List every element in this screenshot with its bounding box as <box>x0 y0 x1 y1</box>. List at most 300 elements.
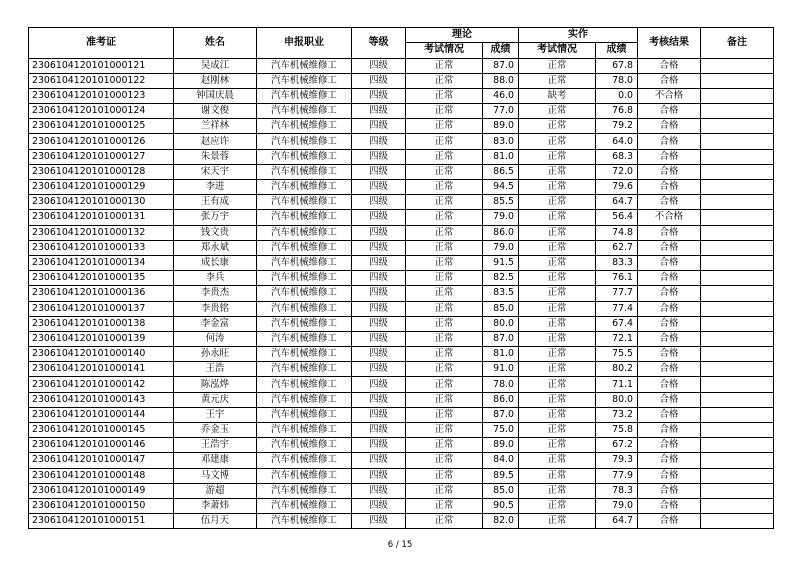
results-table <box>28 27 774 529</box>
cell-theory-score: 86.5 <box>483 164 519 179</box>
cell-name: 赵刚林 <box>174 73 257 88</box>
table-row <box>29 73 774 88</box>
cell-practice-status: 正常 <box>519 453 596 468</box>
cell-occupation: 汽车机械维修工 <box>257 453 352 468</box>
cell-result: 合格 <box>638 119 701 134</box>
cell-theory-status: 正常 <box>406 514 483 529</box>
cell-occupation: 汽车机械维修工 <box>257 88 352 103</box>
cell-name: 黄元庆 <box>174 392 257 407</box>
cell-practice-status: 正常 <box>519 468 596 483</box>
cell-name: 钱文贵 <box>174 225 257 240</box>
cell-level: 四级 <box>352 331 406 346</box>
header-practice: 实作 <box>519 28 638 43</box>
cell-practice-score: 79.2 <box>596 119 638 134</box>
cell-remark <box>701 73 774 88</box>
cell-result: 合格 <box>638 149 701 164</box>
cell-exam-id: 2306104120101000138 <box>29 316 174 331</box>
cell-practice-status: 正常 <box>519 331 596 346</box>
cell-theory-status: 正常 <box>406 453 483 468</box>
cell-exam-id: 2306104120101000135 <box>29 271 174 286</box>
cell-exam-id: 2306104120101000126 <box>29 134 174 149</box>
cell-remark <box>701 392 774 407</box>
cell-exam-id: 2306104120101000127 <box>29 149 174 164</box>
cell-exam-id: 2306104120101000139 <box>29 331 174 346</box>
header-theory-status: 考试情况 <box>406 43 483 58</box>
cell-theory-status: 正常 <box>406 149 483 164</box>
cell-exam-id: 2306104120101000144 <box>29 407 174 422</box>
cell-remark <box>701 468 774 483</box>
cell-name: 李金富 <box>174 316 257 331</box>
cell-occupation: 汽车机械维修工 <box>257 423 352 438</box>
cell-level: 四级 <box>352 88 406 103</box>
cell-name: 郑永斌 <box>174 240 257 255</box>
cell-level: 四级 <box>352 255 406 270</box>
cell-theory-score: 89.0 <box>483 119 519 134</box>
table-row <box>29 423 774 438</box>
cell-remark <box>701 271 774 286</box>
cell-occupation: 汽车机械维修工 <box>257 392 352 407</box>
cell-theory-status: 正常 <box>406 347 483 362</box>
cell-theory-score: 85.5 <box>483 195 519 210</box>
cell-theory-score: 75.0 <box>483 423 519 438</box>
cell-level: 四级 <box>352 180 406 195</box>
table-row <box>29 392 774 407</box>
table-body <box>29 58 774 529</box>
cell-name: 钟国庆晨 <box>174 88 257 103</box>
cell-practice-status: 正常 <box>519 301 596 316</box>
cell-practice-status: 正常 <box>519 286 596 301</box>
table-row <box>29 347 774 362</box>
cell-level: 四级 <box>352 134 406 149</box>
cell-practice-status: 正常 <box>519 423 596 438</box>
cell-occupation: 汽车机械维修工 <box>257 119 352 134</box>
cell-result: 合格 <box>638 331 701 346</box>
cell-practice-score: 78.0 <box>596 73 638 88</box>
cell-theory-status: 正常 <box>406 73 483 88</box>
header-theory-score: 成绩 <box>483 43 519 58</box>
cell-level: 四级 <box>352 453 406 468</box>
table-row <box>29 331 774 346</box>
cell-result: 合格 <box>638 498 701 513</box>
cell-theory-status: 正常 <box>406 407 483 422</box>
table-row <box>29 377 774 392</box>
cell-practice-status: 正常 <box>519 180 596 195</box>
cell-exam-id: 2306104120101000133 <box>29 240 174 255</box>
cell-level: 四级 <box>352 377 406 392</box>
cell-theory-status: 正常 <box>406 392 483 407</box>
cell-practice-status: 缺考 <box>519 88 596 103</box>
cell-practice-score: 62.7 <box>596 240 638 255</box>
cell-practice-status: 正常 <box>519 210 596 225</box>
cell-theory-score: 87.0 <box>483 407 519 422</box>
cell-theory-status: 正常 <box>406 240 483 255</box>
cell-occupation: 汽车机械维修工 <box>257 483 352 498</box>
cell-theory-status: 正常 <box>406 331 483 346</box>
cell-practice-score: 74.8 <box>596 225 638 240</box>
cell-practice-status: 正常 <box>519 195 596 210</box>
cell-occupation: 汽车机械维修工 <box>257 210 352 225</box>
cell-level: 四级 <box>352 347 406 362</box>
header-result: 考核结果 <box>638 28 701 59</box>
page-number: 6 / 15 <box>387 540 413 550</box>
cell-result: 合格 <box>638 73 701 88</box>
cell-level: 四级 <box>352 286 406 301</box>
table-row <box>29 180 774 195</box>
cell-remark <box>701 134 774 149</box>
cell-result: 不合格 <box>638 210 701 225</box>
cell-remark <box>701 483 774 498</box>
cell-remark <box>701 423 774 438</box>
cell-exam-id: 2306104120101000132 <box>29 225 174 240</box>
table-row <box>29 58 774 73</box>
cell-level: 四级 <box>352 438 406 453</box>
cell-result: 合格 <box>638 362 701 377</box>
cell-practice-score: 77.9 <box>596 468 638 483</box>
cell-theory-status: 正常 <box>406 58 483 73</box>
cell-theory-score: 89.5 <box>483 468 519 483</box>
cell-name: 李贵铭 <box>174 301 257 316</box>
cell-theory-score: 46.0 <box>483 88 519 103</box>
cell-theory-score: 86.0 <box>483 225 519 240</box>
cell-exam-id: 2306104120101000125 <box>29 119 174 134</box>
cell-name: 伍月天 <box>174 514 257 529</box>
cell-theory-score: 88.0 <box>483 73 519 88</box>
cell-remark <box>701 498 774 513</box>
cell-name: 乔金玉 <box>174 423 257 438</box>
cell-result: 合格 <box>638 392 701 407</box>
cell-occupation: 汽车机械维修工 <box>257 498 352 513</box>
cell-practice-score: 72.0 <box>596 164 638 179</box>
cell-practice-score: 67.8 <box>596 58 638 73</box>
cell-level: 四级 <box>352 240 406 255</box>
cell-occupation: 汽车机械维修工 <box>257 225 352 240</box>
cell-exam-id: 2306104120101000129 <box>29 180 174 195</box>
cell-theory-status: 正常 <box>406 468 483 483</box>
cell-theory-score: 77.0 <box>483 104 519 119</box>
cell-remark <box>701 104 774 119</box>
table-row <box>29 255 774 270</box>
cell-result: 合格 <box>638 104 701 119</box>
table-row <box>29 240 774 255</box>
cell-occupation: 汽车机械维修工 <box>257 164 352 179</box>
cell-level: 四级 <box>352 407 406 422</box>
cell-level: 四级 <box>352 362 406 377</box>
cell-theory-score: 79.0 <box>483 240 519 255</box>
cell-occupation: 汽车机械维修工 <box>257 271 352 286</box>
cell-theory-status: 正常 <box>406 377 483 392</box>
cell-theory-score: 82.0 <box>483 514 519 529</box>
cell-remark <box>701 331 774 346</box>
cell-theory-score: 90.5 <box>483 498 519 513</box>
cell-name: 王浩宇 <box>174 438 257 453</box>
cell-exam-id: 2306104120101000124 <box>29 104 174 119</box>
cell-practice-status: 正常 <box>519 58 596 73</box>
cell-result: 合格 <box>638 225 701 240</box>
cell-remark <box>701 88 774 103</box>
cell-exam-id: 2306104120101000122 <box>29 73 174 88</box>
cell-practice-status: 正常 <box>519 438 596 453</box>
cell-remark <box>701 514 774 529</box>
cell-exam-id: 2306104120101000121 <box>29 58 174 73</box>
cell-occupation: 汽车机械维修工 <box>257 255 352 270</box>
cell-practice-score: 73.2 <box>596 407 638 422</box>
cell-occupation: 汽车机械维修工 <box>257 104 352 119</box>
cell-practice-status: 正常 <box>519 514 596 529</box>
header-practice-status: 考试情况 <box>519 43 596 58</box>
cell-name: 陈泓烨 <box>174 377 257 392</box>
cell-theory-score: 78.0 <box>483 377 519 392</box>
cell-occupation: 汽车机械维修工 <box>257 347 352 362</box>
cell-theory-status: 正常 <box>406 180 483 195</box>
cell-occupation: 汽车机械维修工 <box>257 377 352 392</box>
cell-name: 孙永旺 <box>174 347 257 362</box>
cell-remark <box>701 286 774 301</box>
table-row <box>29 468 774 483</box>
cell-occupation: 汽车机械维修工 <box>257 149 352 164</box>
cell-remark <box>701 301 774 316</box>
cell-name: 谢文俊 <box>174 104 257 119</box>
cell-name: 王有成 <box>174 195 257 210</box>
cell-name: 李兵 <box>174 271 257 286</box>
table-row <box>29 407 774 422</box>
cell-practice-score: 64.0 <box>596 134 638 149</box>
cell-theory-status: 正常 <box>406 423 483 438</box>
cell-theory-status: 正常 <box>406 286 483 301</box>
cell-theory-status: 正常 <box>406 134 483 149</box>
cell-practice-status: 正常 <box>519 407 596 422</box>
cell-practice-score: 77.4 <box>596 301 638 316</box>
cell-occupation: 汽车机械维修工 <box>257 331 352 346</box>
table-row <box>29 483 774 498</box>
cell-exam-id: 2306104120101000147 <box>29 453 174 468</box>
cell-level: 四级 <box>352 514 406 529</box>
cell-practice-score: 64.7 <box>596 195 638 210</box>
cell-name: 吴成江 <box>174 58 257 73</box>
cell-theory-status: 正常 <box>406 316 483 331</box>
cell-theory-status: 正常 <box>406 255 483 270</box>
cell-practice-status: 正常 <box>519 498 596 513</box>
cell-name: 朱景蓉 <box>174 149 257 164</box>
cell-theory-score: 89.0 <box>483 438 519 453</box>
cell-practice-score: 80.0 <box>596 392 638 407</box>
cell-remark <box>701 438 774 453</box>
cell-practice-status: 正常 <box>519 149 596 164</box>
cell-name: 李萧炜 <box>174 498 257 513</box>
cell-occupation: 汽车机械维修工 <box>257 316 352 331</box>
cell-name: 何涛 <box>174 331 257 346</box>
cell-occupation: 汽车机械维修工 <box>257 438 352 453</box>
cell-practice-score: 78.3 <box>596 483 638 498</box>
cell-exam-id: 2306104120101000143 <box>29 392 174 407</box>
table-row <box>29 149 774 164</box>
cell-level: 四级 <box>352 468 406 483</box>
cell-result: 合格 <box>638 438 701 453</box>
cell-result: 合格 <box>638 195 701 210</box>
cell-exam-id: 2306104120101000141 <box>29 362 174 377</box>
header-theory: 理论 <box>406 28 519 43</box>
header-occupation: 申报职业 <box>257 28 352 59</box>
cell-occupation: 汽车机械维修工 <box>257 407 352 422</box>
cell-practice-status: 正常 <box>519 119 596 134</box>
cell-practice-status: 正常 <box>519 255 596 270</box>
cell-exam-id: 2306104120101000137 <box>29 301 174 316</box>
cell-practice-status: 正常 <box>519 271 596 286</box>
cell-name: 李进 <box>174 180 257 195</box>
cell-result: 合格 <box>638 240 701 255</box>
cell-theory-status: 正常 <box>406 438 483 453</box>
cell-practice-status: 正常 <box>519 240 596 255</box>
cell-remark <box>701 347 774 362</box>
cell-exam-id: 2306104120101000146 <box>29 438 174 453</box>
cell-practice-score: 77.7 <box>596 286 638 301</box>
cell-practice-status: 正常 <box>519 164 596 179</box>
cell-practice-status: 正常 <box>519 483 596 498</box>
cell-practice-status: 正常 <box>519 377 596 392</box>
cell-result: 合格 <box>638 164 701 179</box>
table-row <box>29 301 774 316</box>
cell-result: 合格 <box>638 271 701 286</box>
cell-remark <box>701 58 774 73</box>
cell-level: 四级 <box>352 195 406 210</box>
cell-practice-score: 80.2 <box>596 362 638 377</box>
header-exam-id: 准考证 <box>29 28 174 59</box>
table-row <box>29 286 774 301</box>
cell-name: 王宇 <box>174 407 257 422</box>
table-row <box>29 514 774 529</box>
table-row <box>29 316 774 331</box>
cell-occupation: 汽车机械维修工 <box>257 58 352 73</box>
cell-theory-score: 91.0 <box>483 362 519 377</box>
cell-result: 不合格 <box>638 88 701 103</box>
cell-level: 四级 <box>352 210 406 225</box>
cell-practice-status: 正常 <box>519 134 596 149</box>
cell-remark <box>701 164 774 179</box>
cell-theory-score: 94.5 <box>483 180 519 195</box>
table-row <box>29 362 774 377</box>
cell-exam-id: 2306104120101000145 <box>29 423 174 438</box>
cell-theory-score: 80.0 <box>483 316 519 331</box>
cell-remark <box>701 453 774 468</box>
cell-exam-id: 2306104120101000131 <box>29 210 174 225</box>
table-row <box>29 453 774 468</box>
cell-remark <box>701 195 774 210</box>
cell-theory-status: 正常 <box>406 210 483 225</box>
cell-result: 合格 <box>638 377 701 392</box>
cell-exam-id: 2306104120101000130 <box>29 195 174 210</box>
cell-practice-status: 正常 <box>519 316 596 331</box>
cell-exam-id: 2306104120101000128 <box>29 164 174 179</box>
cell-theory-score: 79.0 <box>483 210 519 225</box>
cell-practice-score: 67.4 <box>596 316 638 331</box>
cell-remark <box>701 255 774 270</box>
cell-exam-id: 2306104120101000142 <box>29 377 174 392</box>
cell-level: 四级 <box>352 392 406 407</box>
cell-result: 合格 <box>638 514 701 529</box>
cell-name: 成长康 <box>174 255 257 270</box>
cell-practice-status: 正常 <box>519 73 596 88</box>
cell-practice-score: 56.4 <box>596 210 638 225</box>
cell-remark <box>701 210 774 225</box>
cell-occupation: 汽车机械维修工 <box>257 514 352 529</box>
cell-theory-status: 正常 <box>406 225 483 240</box>
header-practice-score: 成绩 <box>596 43 638 58</box>
cell-theory-score: 86.0 <box>483 392 519 407</box>
cell-practice-status: 正常 <box>519 104 596 119</box>
header-remark: 备注 <box>701 28 774 59</box>
cell-level: 四级 <box>352 149 406 164</box>
cell-occupation: 汽车机械维修工 <box>257 286 352 301</box>
table-row <box>29 271 774 286</box>
header-name: 姓名 <box>174 28 257 59</box>
table-row <box>29 164 774 179</box>
cell-name: 兰祥林 <box>174 119 257 134</box>
cell-level: 四级 <box>352 225 406 240</box>
cell-level: 四级 <box>352 423 406 438</box>
cell-remark <box>701 362 774 377</box>
header-level: 等级 <box>352 28 406 59</box>
cell-theory-status: 正常 <box>406 362 483 377</box>
cell-theory-status: 正常 <box>406 104 483 119</box>
cell-remark <box>701 240 774 255</box>
cell-occupation: 汽车机械维修工 <box>257 362 352 377</box>
cell-remark <box>701 377 774 392</box>
cell-occupation: 汽车机械维修工 <box>257 301 352 316</box>
cell-occupation: 汽车机械维修工 <box>257 240 352 255</box>
cell-practice-status: 正常 <box>519 225 596 240</box>
cell-exam-id: 2306104120101000151 <box>29 514 174 529</box>
cell-practice-score: 75.8 <box>596 423 638 438</box>
cell-practice-score: 68.3 <box>596 149 638 164</box>
cell-result: 合格 <box>638 134 701 149</box>
cell-exam-id: 2306104120101000134 <box>29 255 174 270</box>
cell-practice-score: 72.1 <box>596 331 638 346</box>
cell-theory-status: 正常 <box>406 195 483 210</box>
cell-name: 游超 <box>174 483 257 498</box>
table-row <box>29 104 774 119</box>
cell-level: 四级 <box>352 73 406 88</box>
cell-theory-status: 正常 <box>406 271 483 286</box>
cell-practice-score: 79.3 <box>596 453 638 468</box>
cell-level: 四级 <box>352 104 406 119</box>
table-row <box>29 119 774 134</box>
cell-name: 宋天宇 <box>174 164 257 179</box>
cell-theory-score: 91.5 <box>483 255 519 270</box>
cell-occupation: 汽车机械维修工 <box>257 73 352 88</box>
cell-result: 合格 <box>638 255 701 270</box>
cell-occupation: 汽车机械维修工 <box>257 195 352 210</box>
cell-remark <box>701 316 774 331</box>
cell-result: 合格 <box>638 347 701 362</box>
cell-practice-score: 79.6 <box>596 180 638 195</box>
cell-practice-score: 67.2 <box>596 438 638 453</box>
cell-theory-status: 正常 <box>406 119 483 134</box>
cell-level: 四级 <box>352 164 406 179</box>
cell-remark <box>701 180 774 195</box>
cell-practice-score: 83.3 <box>596 255 638 270</box>
cell-level: 四级 <box>352 301 406 316</box>
cell-level: 四级 <box>352 483 406 498</box>
cell-level: 四级 <box>352 271 406 286</box>
cell-exam-id: 2306104120101000140 <box>29 347 174 362</box>
cell-result: 合格 <box>638 286 701 301</box>
cell-result: 合格 <box>638 407 701 422</box>
cell-level: 四级 <box>352 316 406 331</box>
cell-result: 合格 <box>638 316 701 331</box>
cell-theory-score: 83.0 <box>483 134 519 149</box>
cell-theory-score: 84.0 <box>483 453 519 468</box>
cell-occupation: 汽车机械维修工 <box>257 468 352 483</box>
cell-occupation: 汽车机械维修工 <box>257 134 352 149</box>
